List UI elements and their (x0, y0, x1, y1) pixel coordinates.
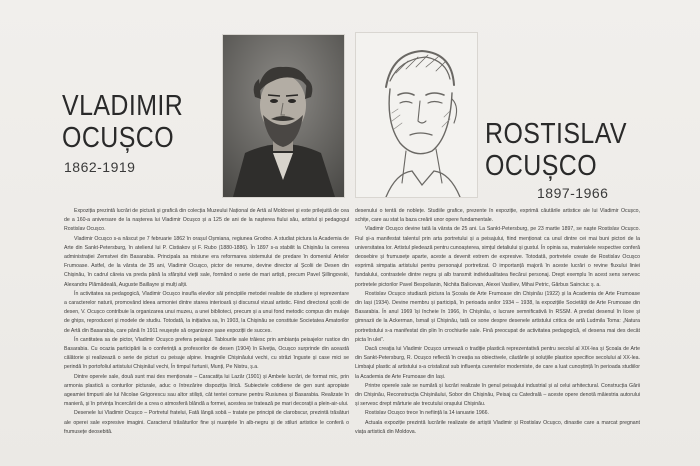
paragraph: Printre operele sale se numără și lucrări realizate în genul peisajului industrial și al celui arhitectural. Construcția Gării din Chișinău, Reconstrucția Chișinăului, Sobor din Chișinău, Peisaj cu Catedrală – aceste opere denotă măiestria autorului și servesc drept mărturie ale trecutului orașului Chișinău. (355, 382, 640, 408)
paragraph: În activitatea sa pedagogică, Vladimir Ocușco insufla elevilor săi principiile metodei realiste de studiere și reprezentare a caracterelor naturii, promovând ideea armoniei dintre starea interioară și discursul vizual artistic. Fiind directorul școlii de desen, V. Ocușco contribuie la organizarea unui muzeu, a unei biblioteci, precum și a unui fond metodic compus din mulaje de ghips, reproduceri și modele de studiu. Totodată, la inițiativa sa, în 1903, la Chișinău se constituie Societatea Amatorilor de Artă din Basarabia, care până în 1911 reușește să organizeze șase expoziții de succes. (64, 290, 349, 334)
right-artist-dates: 1897-1966 (537, 185, 609, 201)
left-artist-dates: 1862-1919 (64, 159, 136, 175)
paragraph: desenului o tentă de noblețe. Studiile grafice, prezente în expoziție, exprimă căutările artistice ale lui Vladimir Ocușco, schițe, care au stat la baza creării unor opere fundamentale. (355, 208, 640, 224)
paragraph: Rostislav Ocușco studiază pictura la Școala de Arte Frumoase din Chișinău (1922) și la Academia de Arte Frumoase din Iași (1934). Devine membru și participă, în perioada anilor 1934 – 1938, la expozițiile Societății de Arte Frumoase din Basarabia. În anul 1969 își încheie în 1966, în Chișinău, o lucrare semnificativă în RSSM. A predat desenul în licee și gimnazii de la Ackerman, Ismail și Chișinău, tată ce sone despre desenele artistului critica de artă Ludmila Toma: „Natura portretistului s-a manifestat din plin în crochiurile sale. Fină preocupat de activitatea pedagogică, el desena mai des decât picta în ulei”. (355, 290, 640, 343)
paragraph: Actuala expoziție prezintă lucrările realizate de artiștii Vladimir și Rostislav Ocușco, dinastie care a marcat pregnant viața artistică din Moldova. (355, 419, 640, 435)
rostislav-ocusco-drawn-portrait (355, 32, 478, 198)
paragraph: Expoziția prezintă lucrări de pictură și grafică din colecția Muzeului Național de Artă al Moldovei și este prilejuită de cea de a 160-a aniversare de la nașterea lui Vladimir Ocușco și a 125 de ani de la nașterea fiului său, artistul și pedagogul Rostislav Ocușco. (64, 208, 349, 233)
right-artist-last-name: OCUȘCO (485, 150, 598, 182)
paragraph: Rostislav Ocușco trece în neființă la 14 ianuarie 1966. (365, 410, 489, 417)
paragraph: Vladimir Ocușco s-a născut pe 7 februarie 1862 în orașul Oșmiana, regiunea Grodno. A studiat pictura la Academia de Arte din Sankt-Petersburg, în atelierul lui P. Cistiakov și F. Rubo (1880-1886). În 1897 s-a stabilit la Chișinău la cererea administrației Zemstvei din Basarabia. Principala sa misiune era reformarea sistemului de predare în domeniul Artelor Frumoase. Astfel, de la vârsta de 35 ani, Vladimir Ocușco, pictor de renume, devine director al Școlii de Desen din Chișinău, în cadrul căreia va preda până la sfârșitul vieții sale, formând o serie de mari artiști, precum Pavel Șillingovski, Alexandru Plămădeală, Auguste Baillayre și mulți alții. (64, 235, 349, 288)
right-artist-first-name: ROSTISLAV (485, 118, 628, 150)
right-text-column (355, 207, 640, 437)
paragraph: Dacă creația lui Vladimir Ocușco urmează o tradiție plastică reprezentativă pentru secolul al XIX-lea și Școala de Arte din Sankt-Petersburg, R. Ocușco reflectă în creația sa obiectivele, căutările și soluțiile plastice specifice secolului al XX-lea. Limbajul plastic al artistului s-a cristalizat sub influența curentelor moderniste, de care a luat cunoștință în perioada studiilor la Academia de Arte Frumoase din Iași. (355, 346, 640, 380)
left-artist-first-name: VLADIMIR (62, 90, 184, 122)
left-text-column (64, 207, 349, 437)
photo-portrait-image (223, 35, 344, 197)
vladimir-ocusco-portrait-photo (222, 34, 345, 198)
paragraph: În cantitatea sa de pictor, Vladimir Ocușco prefera peisajul. Tablourile sale trăiesc prin ambianța peisajelor rustice din Basarabia. Cu ocazia participării la o conferință a profesorilor de desen (1904) în Elveția, Ocușco surprinde din această călătorie și realizează o serie de picturi cu peisaje alpine. Imaginile Chișinăului vechi, cu străzi înguste și case mici se perindă în portofoliul artistului Chișinăul vechi, În timpul furtunii, Munți, Pe Nistru, ș.a. (64, 336, 349, 371)
paragraph: Desenele lui Vladimir Ocușco – Portretul fratelui, Fată lângă sobă – tratate pe principii de clarobscur, prezintă trăsături ale operei sale expresive imagini. Caracterul trăsăturilor fine și nuanțele în alb-negru și de stiluri artistice le conferă o frumusețe deosebită. (64, 410, 349, 435)
drawn-portrait-image (356, 33, 477, 197)
paragraph: Vladimir Ocușco devine tată la vârsta de 25 ani. La Sankt-Petersburg, pe 23 martie 1897, se naște Rostislav Ocușco. Fiul și-a manifestat talentul prin arta portretului și a peisajului, fiind menționat ca unul dintre cei mai buni pictori de la universitatea lor. Artistul pledează pentru cunoașterea, simțul detaliului și gustul. În opinia sa, materialele respective conferă deosebire și frumusețe aparte, aceste a devenit extrem de expresive. Totodată, portretele create de Rostislav Ocușco exprimă simpatia artistului pentru personajul portretizat. O importanță majoră în aceste lucrări o revine fluxului liniei fundalului, contrastele dintre negru și alb transmit individualitatea fiecărui personaj. Drept exemplu în acest sens servesc portretele pictorilor Pavel Bespolianin, Nichita Balicevan, Alexei Vasiliev, Mihai Petric, Gărbus Sainciuc ș. a. (355, 226, 640, 288)
left-artist-last-name: OCUȘCO (62, 122, 175, 154)
paragraph: Dintre operele sale, două sunt mai des menționate – Caracatița lui Lazăr (1901) și Ambele lucrări, de format mic, prin armonia plastică a conturilor picturale, aduc o întrezărire dispoziția lirică. Subiectele cotidiene de gen sunt apropiate ageamiei timpurii ale lui Nicolae Grigorescu sau altor stiliști, cât tentei comune pentru Rusiunea și Basarabia. Realizate în manieră, și în privința încercării de a crea o atmosferă blândă a formei, acestea se tratează pe mari decorații a plein-air-ului. (64, 373, 349, 408)
